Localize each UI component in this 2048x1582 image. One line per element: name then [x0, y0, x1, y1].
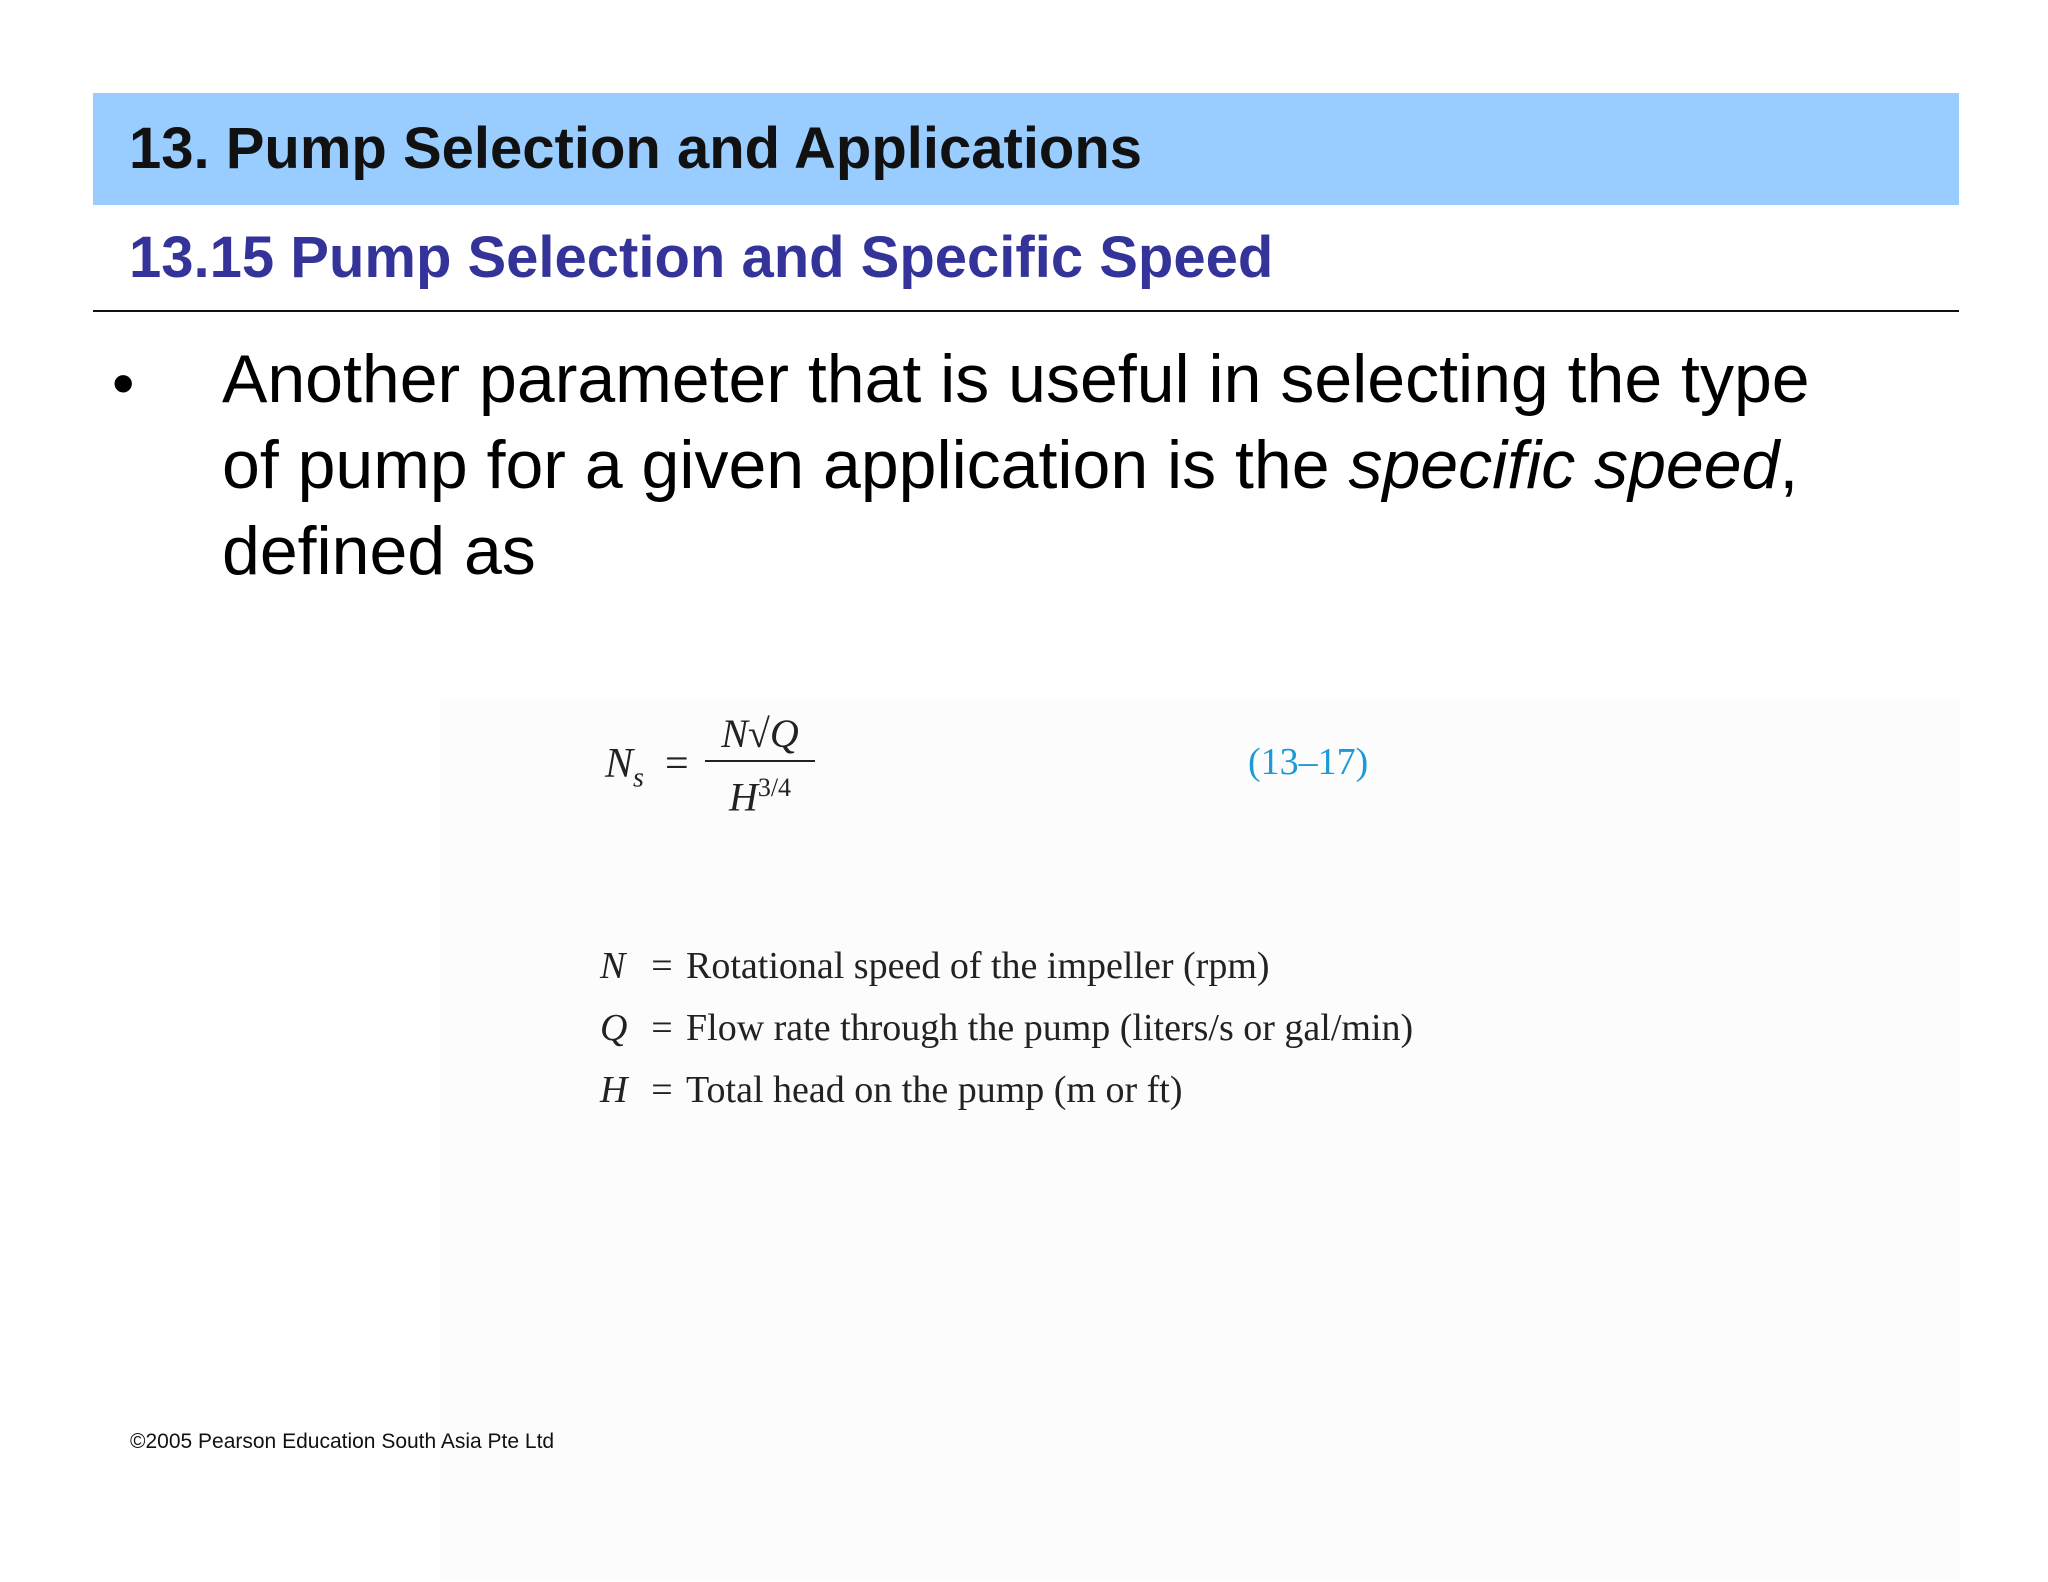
- bullet-line-2-post: ,: [1779, 427, 1799, 503]
- equation-equals: =: [665, 741, 689, 787]
- slide-subtitle: 13.15 Pump Selection and Specific Speed: [129, 225, 1274, 290]
- bullet-line-3: defined as: [222, 513, 536, 589]
- definition-text: Rotational speed of the impeller (rpm): [686, 945, 1270, 987]
- bullet-marker: •: [112, 347, 135, 419]
- equation-number: (13–17): [1248, 741, 1369, 783]
- variable-definitions: [600, 935, 1413, 1121]
- bullet-paragraph: [222, 336, 1922, 594]
- definition-symbol: N: [600, 945, 626, 987]
- definition-equals: =: [651, 1007, 673, 1049]
- equation-lhs: [605, 740, 644, 794]
- denominator-exponent: 3/4: [757, 773, 792, 802]
- lhs-symbol: N: [605, 741, 634, 787]
- definition-row: [600, 1059, 1413, 1121]
- slide-title: 13. Pump Selection and Applications: [129, 116, 1143, 181]
- definition-row: [600, 997, 1413, 1059]
- definition-equals: =: [651, 945, 673, 987]
- bullet-line-2: [222, 422, 1922, 508]
- lhs-subscript: s: [633, 762, 644, 794]
- fraction-bar: [705, 760, 815, 762]
- definition-row: [600, 935, 1413, 997]
- definition-equals: =: [651, 1069, 673, 1111]
- bullet-line-1: Another parameter that is useful in selecting the type: [222, 341, 1810, 417]
- bullet-line-2-pre: of pump for a given application is the: [222, 427, 1349, 503]
- fraction-numerator: N√Q: [721, 711, 799, 756]
- title-bar: [93, 93, 1959, 205]
- definition-text: Flow rate through the pump (liters/s or gal/min): [686, 1007, 1414, 1049]
- divider-line: [93, 310, 1959, 312]
- emphasis-specific-speed: specific speed: [1348, 427, 1780, 503]
- equation-image-area: [440, 700, 1960, 1580]
- definition-symbol: Q: [600, 1007, 628, 1049]
- definition-symbol: H: [600, 1069, 628, 1111]
- fraction-denominator: [705, 764, 815, 821]
- copyright-notice: ©2005 Pearson Education South Asia Pte Ltd: [130, 1430, 555, 1453]
- definition-text: Total head on the pump (m or ft): [686, 1069, 1183, 1111]
- equation-fraction: [705, 710, 815, 821]
- denominator-base: H: [728, 774, 758, 820]
